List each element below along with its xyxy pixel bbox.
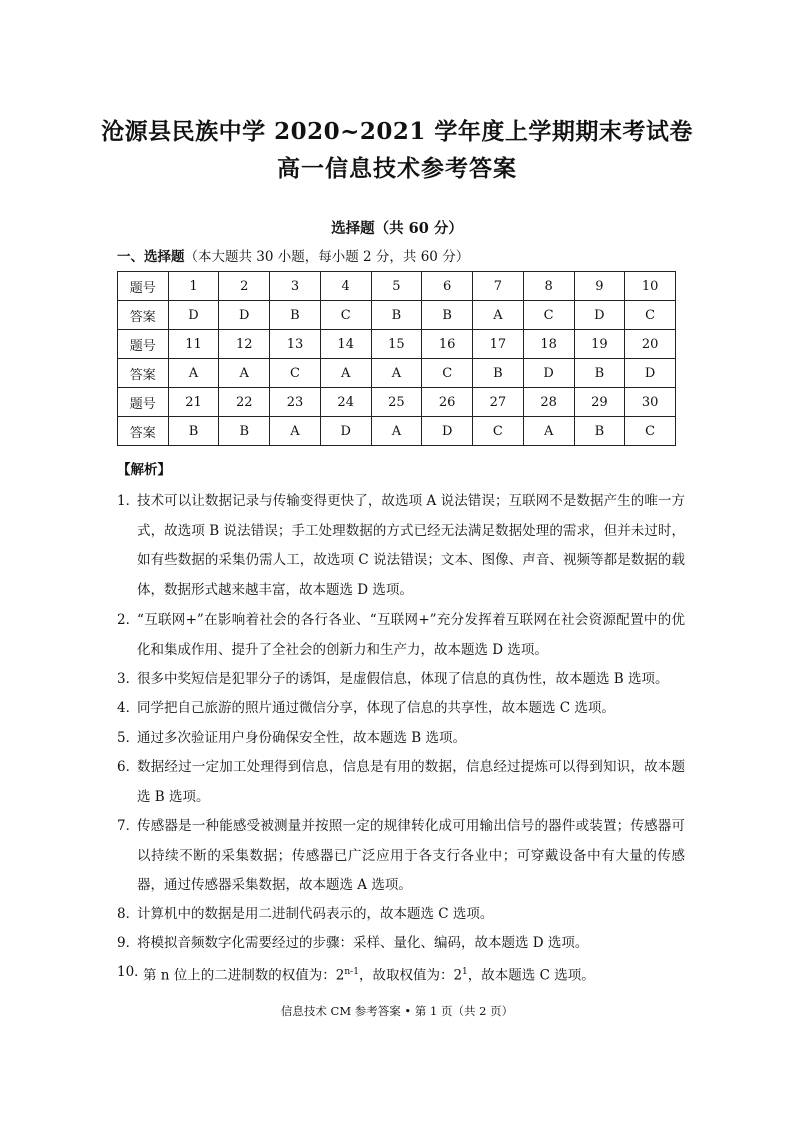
item10-part1: 第 n 位上的二进制数的权值为：2 bbox=[143, 967, 345, 984]
item-text: 计算机中的数据是用二进制代码表示的，故本题选 C 选项。 bbox=[137, 906, 494, 922]
table-cell: 4 bbox=[320, 272, 371, 301]
table-cell: 17 bbox=[473, 330, 524, 359]
item-number: 2． bbox=[117, 612, 140, 628]
table-cell: 14 bbox=[320, 330, 371, 359]
answer-cell: A bbox=[219, 359, 270, 388]
explanation-item bbox=[117, 753, 685, 812]
row-label-question: 题号 bbox=[118, 330, 169, 359]
table-cell: 21 bbox=[168, 388, 219, 417]
answer-cell: A bbox=[270, 417, 321, 446]
part-note: （本大题共 30 小题，每小题 2 分，共 60 分） bbox=[184, 249, 470, 265]
item10-part2: ，故取权值为：2 bbox=[358, 967, 463, 984]
answer-cell: A bbox=[371, 417, 422, 446]
answer-table bbox=[117, 271, 676, 446]
answer-cell: B bbox=[473, 359, 524, 388]
table-cell: 27 bbox=[473, 388, 524, 417]
item-number: 1． bbox=[117, 493, 140, 509]
explanation-item bbox=[117, 812, 685, 901]
table-row bbox=[118, 330, 676, 359]
explanation-item bbox=[117, 694, 685, 724]
item-text: 很多中奖短信是犯罪分子的诱饵，是虚假信息，体现了信息的真伪性，故本题选 B 选项。 bbox=[137, 671, 669, 687]
table-row bbox=[118, 417, 676, 446]
item-text: 技术可以让数据记录与传输变得更快了，故选项 A 说法错误；互联网不是数据产生的唯一方式，故选项 B 说法错误；手工处理数据的方式已经无法满足数据处理的需求，但并未过时，如有些数据的采集仍需人工，故选项 C 说法错误；文本、图像、声音、视频等都是数据的载体，数据形式越来越丰富，故本题选 D 选项。 bbox=[137, 493, 685, 598]
table-cell: 9 bbox=[574, 272, 625, 301]
table-row bbox=[118, 388, 676, 417]
item-text bbox=[143, 958, 685, 991]
item-text: 传感器是一种能感受被测量并按照一定的规律转化成可用输出信号的器件或装置；传感器可以持续不断的采集数据；传感器已广泛应用于各支行各业中；可穿戴设备中有大量的传感器，通过传感器采集数据，故本题选 A 选项。 bbox=[137, 818, 685, 893]
table-cell: 25 bbox=[371, 388, 422, 417]
answer-cell: C bbox=[422, 359, 473, 388]
item-text: 数据经过一定加工处理得到信息，信息是有用的数据，信息经过提炼可以得到知识，故本题选 B 选项。 bbox=[137, 759, 685, 805]
part-label: 一、选择题 bbox=[117, 249, 185, 265]
answer-cell: D bbox=[219, 301, 270, 330]
explanation-item bbox=[117, 724, 685, 754]
table-cell: 2 bbox=[219, 272, 270, 301]
answer-cell: C bbox=[625, 301, 676, 330]
answer-cell: C bbox=[473, 417, 524, 446]
exam-subtitle: 高一信息技术参考答案 bbox=[277, 155, 517, 182]
row-label-answer: 答案 bbox=[118, 417, 169, 446]
answer-cell: A bbox=[168, 359, 219, 388]
table-cell: 16 bbox=[422, 330, 473, 359]
table-cell: 23 bbox=[270, 388, 321, 417]
table-cell: 13 bbox=[270, 330, 321, 359]
table-cell: 24 bbox=[320, 388, 371, 417]
item-number: 3． bbox=[117, 671, 140, 687]
answer-cell: A bbox=[371, 359, 422, 388]
table-cell: 6 bbox=[422, 272, 473, 301]
table-row bbox=[118, 301, 676, 330]
answer-cell: C bbox=[625, 417, 676, 446]
table-cell: 19 bbox=[574, 330, 625, 359]
table-cell: 20 bbox=[625, 330, 676, 359]
item-text: “互联网+”在影响着社会的各行各业、“互联网+”充分发挥着互联网在社会资源配置中的优化和集成作用、提升了全社会的创新力和生产力，故本题选 D 选项。 bbox=[137, 612, 685, 658]
table-cell: 1 bbox=[168, 272, 219, 301]
item-number: 8． bbox=[117, 906, 140, 922]
answer-cell: A bbox=[523, 417, 574, 446]
answer-cell: C bbox=[523, 301, 574, 330]
item-number: 4． bbox=[117, 700, 140, 716]
item-number: 9． bbox=[117, 935, 140, 951]
row-label-answer: 答案 bbox=[118, 359, 169, 388]
table-cell: 22 bbox=[219, 388, 270, 417]
part-heading bbox=[117, 245, 469, 265]
item-text: 通过多次验证用户身份确保安全性，故本题选 B 选项。 bbox=[137, 730, 467, 746]
answer-cell: B bbox=[574, 417, 625, 446]
explanation-item bbox=[117, 958, 685, 991]
item-text: 同学把自己旅游的照片通过微信分享，体现了信息的共享性，故本题选 C 选项。 bbox=[137, 700, 615, 716]
answer-cell: D bbox=[523, 359, 574, 388]
answer-cell: D bbox=[574, 301, 625, 330]
item-number: 6． bbox=[117, 759, 140, 775]
item-number: 5． bbox=[117, 730, 140, 746]
table-cell: 18 bbox=[523, 330, 574, 359]
table-cell: 5 bbox=[371, 272, 422, 301]
explanation-item bbox=[117, 606, 685, 665]
answer-cell: C bbox=[270, 359, 321, 388]
table-cell: 12 bbox=[219, 330, 270, 359]
item10-exponent-2: 1 bbox=[462, 967, 468, 977]
explanation-item bbox=[117, 487, 685, 605]
answer-cell: B bbox=[270, 301, 321, 330]
row-label-question: 题号 bbox=[118, 388, 169, 417]
answer-cell: B bbox=[371, 301, 422, 330]
answer-cell: B bbox=[168, 417, 219, 446]
explanation-item bbox=[117, 900, 685, 930]
item-number: 10． bbox=[117, 964, 148, 980]
table-cell: 28 bbox=[523, 388, 574, 417]
table-cell: 10 bbox=[625, 272, 676, 301]
table-cell: 30 bbox=[625, 388, 676, 417]
item-text: 将模拟音频数字化需要经过的步骤：采样、量化、编码，故本题选 D 选项。 bbox=[137, 935, 589, 951]
table-cell: 8 bbox=[523, 272, 574, 301]
answer-cell: D bbox=[320, 417, 371, 446]
table-cell: 11 bbox=[168, 330, 219, 359]
answer-cell: C bbox=[320, 301, 371, 330]
answer-cell: D bbox=[168, 301, 219, 330]
explanation-item bbox=[117, 665, 685, 695]
row-label-question: 题号 bbox=[118, 272, 169, 301]
answer-cell: B bbox=[422, 301, 473, 330]
row-label-answer: 答案 bbox=[118, 301, 169, 330]
table-cell: 26 bbox=[422, 388, 473, 417]
table-row bbox=[118, 272, 676, 301]
item10-exponent-1: n-1 bbox=[344, 967, 359, 977]
table-cell: 15 bbox=[371, 330, 422, 359]
answer-cell: A bbox=[473, 301, 524, 330]
answer-cell: B bbox=[574, 359, 625, 388]
section-heading: 选择题（共 60 分） bbox=[331, 220, 463, 237]
answer-cell: B bbox=[219, 417, 270, 446]
analysis-heading: 【解析】 bbox=[117, 462, 171, 478]
item-number: 7． bbox=[117, 818, 140, 834]
table-cell: 3 bbox=[270, 272, 321, 301]
answer-cell: A bbox=[320, 359, 371, 388]
table-cell: 7 bbox=[473, 272, 524, 301]
answer-cell: D bbox=[625, 359, 676, 388]
exam-title: 沧源县民族中学 2020~2021 学年度上学期期末考试卷 bbox=[101, 118, 693, 145]
page-footer: 信息技术 CM 参考答案 • 第 1 页（共 2 页） bbox=[280, 1004, 514, 1018]
item10-part3: ，故本题选 C 选项。 bbox=[467, 967, 595, 984]
answer-cell: D bbox=[422, 417, 473, 446]
explanation-item bbox=[117, 929, 685, 959]
table-row bbox=[118, 359, 676, 388]
table-cell: 29 bbox=[574, 388, 625, 417]
